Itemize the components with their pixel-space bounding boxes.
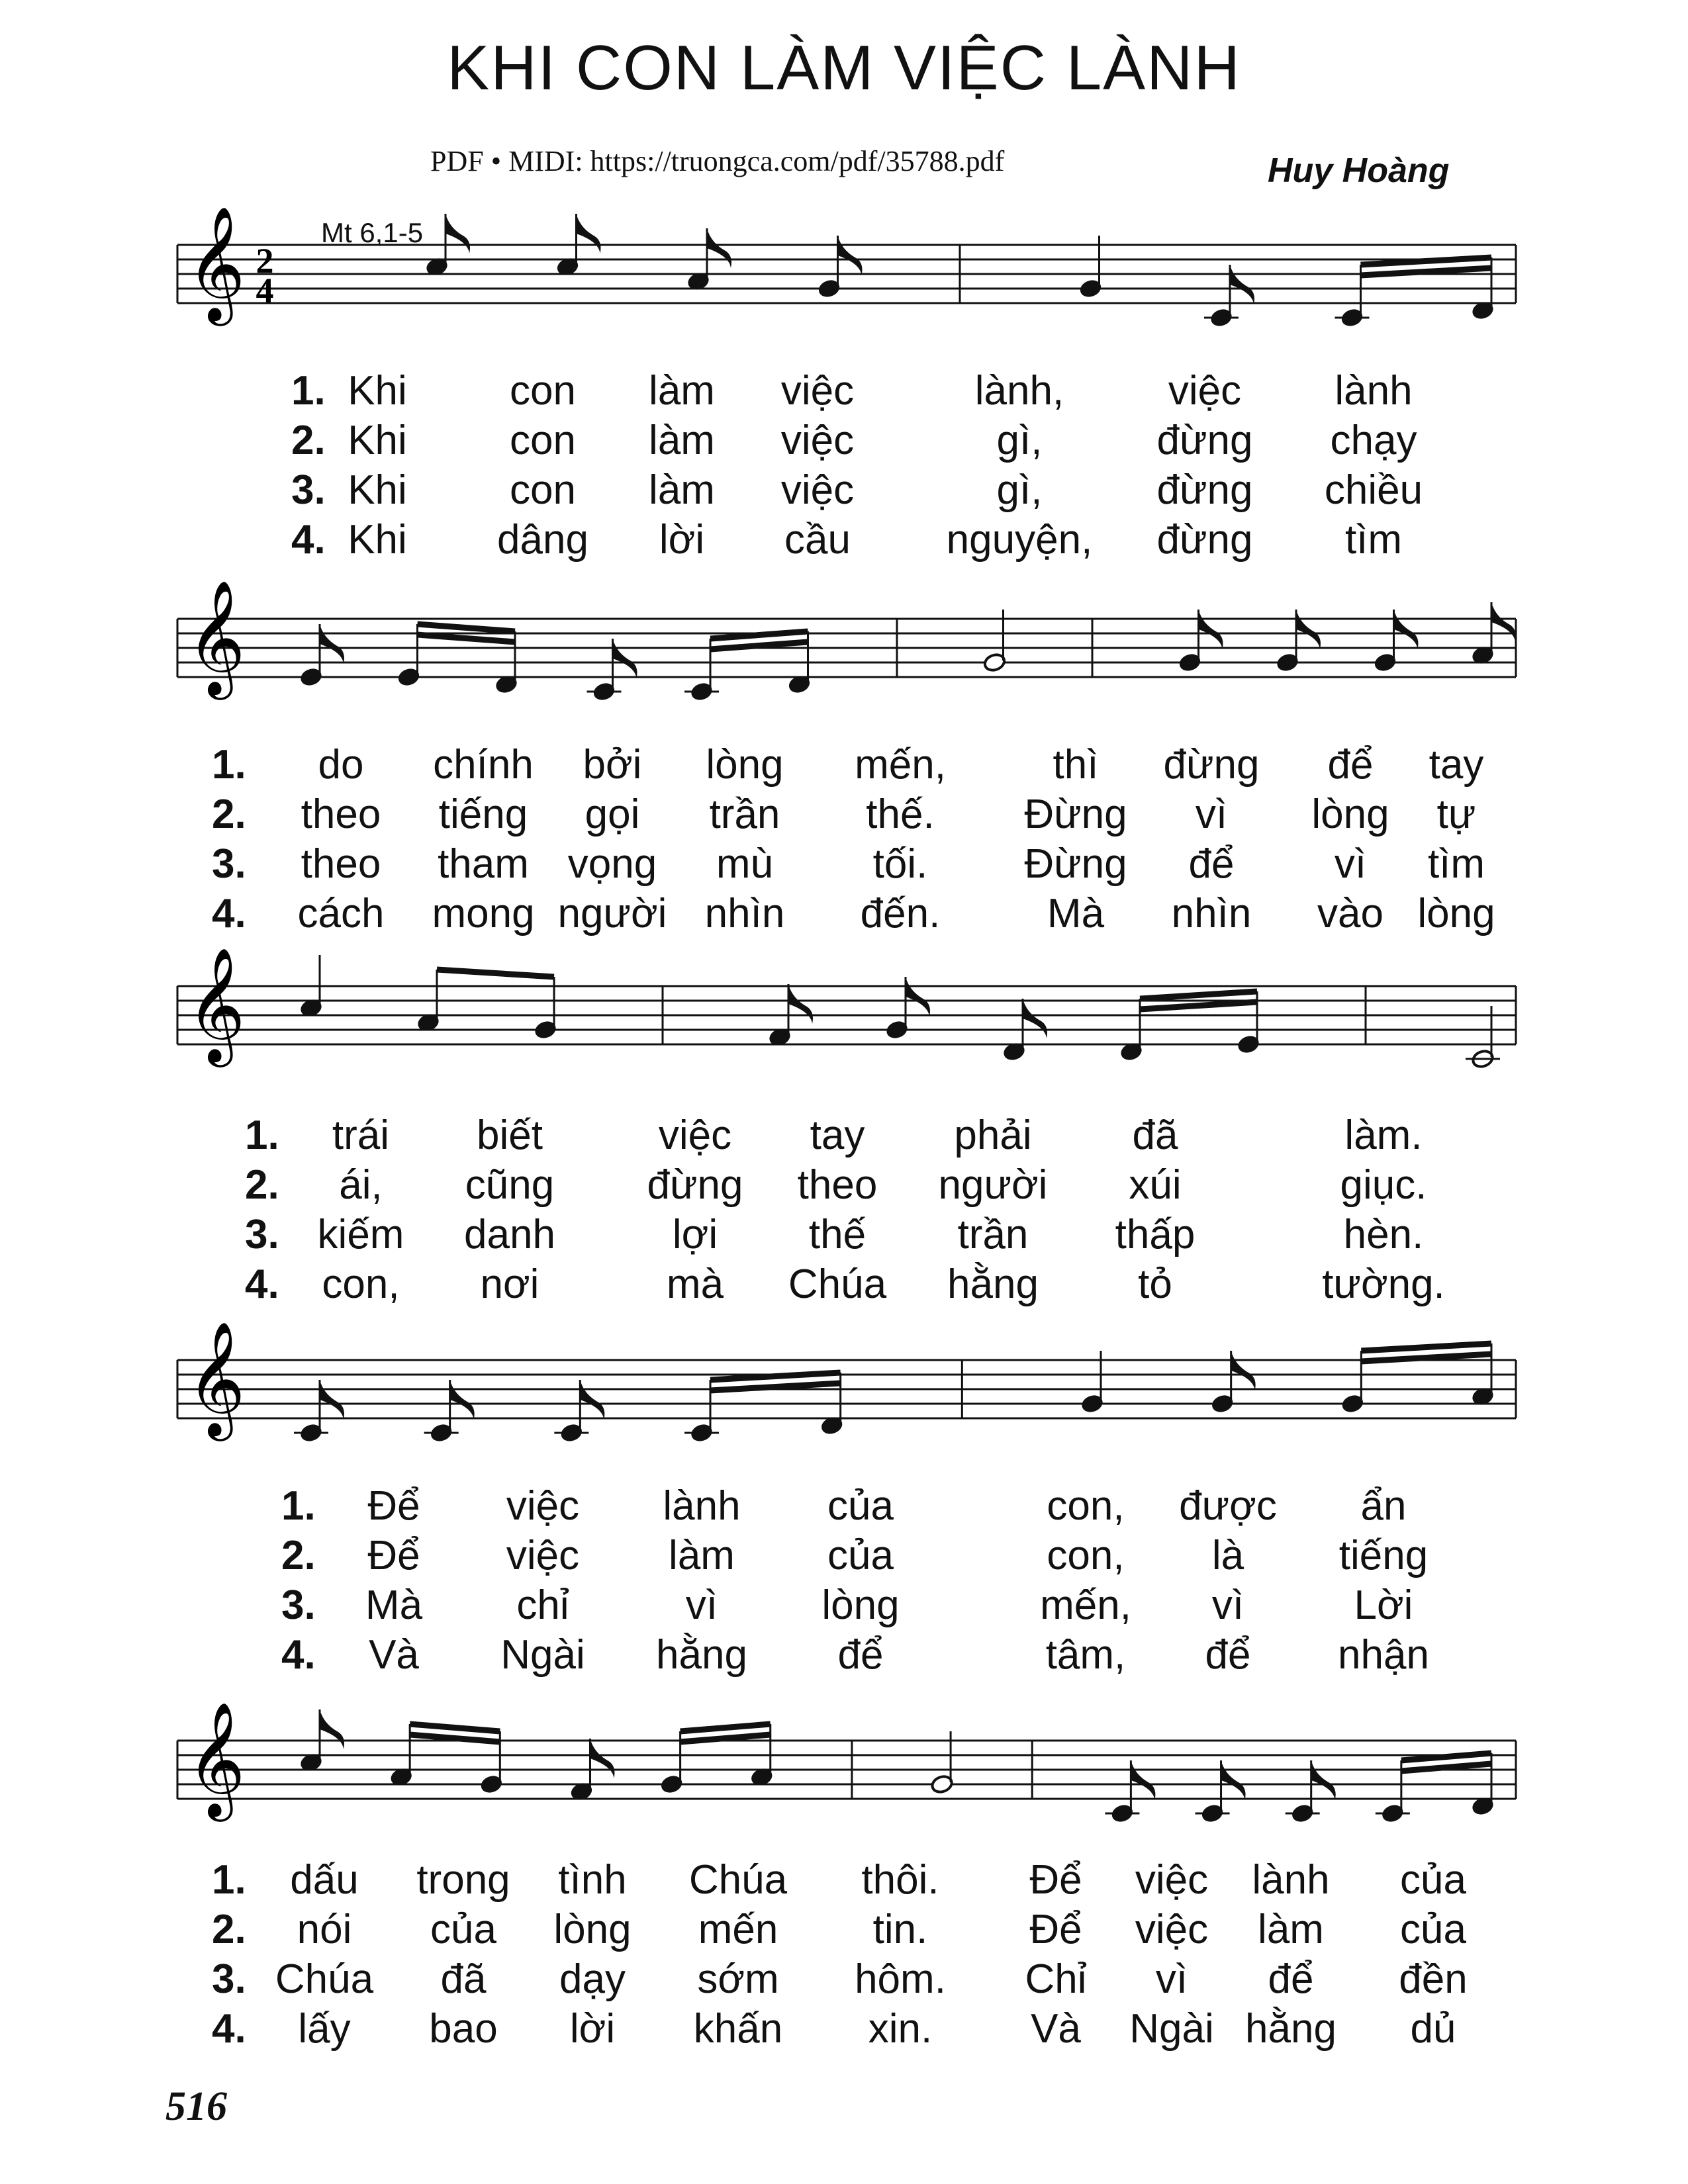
lyric-syllable: con	[510, 418, 576, 463]
note-flag	[707, 228, 731, 268]
verse-number: 3.	[212, 1956, 246, 2002]
lyric-syllable: hôm.	[855, 1956, 946, 2002]
lyric-syllable: đừng	[1156, 517, 1253, 563]
lyric-syllable: Lời	[1354, 1582, 1413, 1628]
lyric-syllable: để	[837, 1632, 884, 1678]
lyric-syllable: mù	[716, 841, 774, 887]
note-flag	[580, 1380, 604, 1420]
staff-system-4	[0, 1320, 1688, 1492]
scripture-reference: Mt 6,1-5	[321, 217, 424, 248]
lyric-syllable: Để	[367, 1533, 420, 1578]
lyric-syllable: lành	[663, 1483, 741, 1529]
lyric-syllable: giục.	[1340, 1162, 1427, 1208]
note-beam	[418, 635, 516, 642]
lyric-syllable: để	[1268, 1956, 1314, 2002]
lyric-syllable: vọng	[567, 841, 657, 887]
lyric-syllable: làm	[649, 418, 715, 463]
lyric-syllable: làm	[1258, 1907, 1324, 1952]
lyric-syllable: do	[318, 742, 364, 788]
treble-clef-icon: 𝄞	[187, 1702, 246, 1817]
lyric-syllable: Chúa	[688, 1857, 788, 1903]
lyric-syllable: Khi	[348, 418, 407, 463]
lyric-syllable: lời	[569, 2006, 616, 2052]
lyric-syllable: mến	[698, 1907, 778, 1952]
lyric-syllable: lòng	[1311, 792, 1389, 837]
note-flag	[320, 1380, 344, 1420]
lyric-syllable: vì	[1211, 1582, 1244, 1628]
lyric-syllable: con	[510, 467, 576, 513]
lyric-syllable: việc	[1135, 1907, 1209, 1952]
lyric-syllable: việc	[780, 368, 855, 414]
lyric-syllable: đừng	[1163, 742, 1260, 788]
lyric-syllable: Đừng	[1024, 841, 1127, 887]
note-flag	[445, 214, 470, 253]
note-flag	[1231, 1351, 1256, 1390]
lyric-syllable: Và	[1031, 2006, 1081, 2052]
staff-system-2	[0, 579, 1688, 751]
note-flag	[838, 236, 863, 275]
lyric-syllable: làm.	[1344, 1113, 1423, 1158]
note-flag	[320, 1709, 344, 1749]
lyric-syllable: làm	[649, 368, 715, 414]
note-flag	[450, 1380, 475, 1420]
note-flag	[590, 1739, 614, 1778]
lyric-syllable: lòng	[553, 1907, 632, 1952]
lyric-syllable: cũng	[465, 1162, 555, 1208]
staff-system-1	[0, 205, 1688, 377]
lyric-syllable: cách	[297, 891, 385, 936]
note-beam	[1140, 991, 1257, 999]
lyric-syllable: nơi	[480, 1261, 539, 1307]
lyric-syllable: của	[1400, 1857, 1466, 1903]
lyric-syllable: chiều	[1324, 467, 1423, 513]
lyric-syllable: vì	[1334, 841, 1367, 887]
verse-number: 3.	[245, 1212, 279, 1257]
lyric-syllable: tham	[438, 841, 529, 887]
lyric-syllable: thế	[808, 1212, 867, 1257]
lyric-syllable: đã	[1132, 1113, 1178, 1158]
lyric-syllable: để	[1205, 1632, 1251, 1678]
lyric-syllable: tối.	[872, 841, 928, 887]
verse-number: 1.	[281, 1483, 316, 1529]
note-flag	[613, 639, 637, 678]
lyric-syllable: trần	[957, 1212, 1029, 1257]
lyric-syllable: dâng	[497, 517, 588, 563]
lyric-syllable: bao	[429, 2006, 498, 2052]
verse-number: 4.	[212, 891, 246, 936]
note-beam	[1361, 1343, 1491, 1351]
lyric-syllable: theo	[301, 792, 381, 837]
lyric-syllable: hằng	[656, 1632, 747, 1678]
lyric-syllable: thôi.	[861, 1857, 939, 1903]
lyric-syllable: mà	[666, 1261, 724, 1307]
lyric-syllable: hằng	[1245, 2006, 1336, 2052]
lyric-syllable: nói	[297, 1907, 352, 1952]
note-flag	[906, 977, 930, 1017]
lyric-syllable: đền	[1399, 1956, 1468, 2002]
lyric-syllable: cầu	[784, 517, 851, 563]
note-flag	[1230, 265, 1254, 304]
lyric-syllable: việc	[506, 1483, 580, 1529]
lyric-syllable: Khi	[348, 517, 407, 563]
lyric-syllable: lành,	[974, 368, 1064, 414]
lyric-syllable: vào	[1317, 891, 1383, 936]
lyric-syllable: tâm,	[1045, 1632, 1126, 1678]
lyric-syllable: việc	[658, 1113, 732, 1158]
lyric-syllable: gọi	[585, 792, 640, 837]
lyric-syllable: lòng	[821, 1582, 900, 1628]
treble-clef-icon: 𝄞	[187, 947, 246, 1063]
lyric-syllable: tự	[1436, 792, 1476, 837]
lyric-syllable: Khi	[348, 467, 407, 513]
verse-number: 4.	[281, 1632, 316, 1678]
note-beam	[437, 970, 554, 977]
note-flag	[788, 984, 813, 1024]
lyric-syllable: ái,	[339, 1162, 383, 1208]
lyric-syllable: Để	[1029, 1857, 1082, 1903]
lyric-syllable: Để	[367, 1483, 420, 1529]
note-flag	[1023, 999, 1047, 1038]
lyric-syllable: việc	[1168, 368, 1242, 414]
note-beam	[680, 1724, 771, 1731]
lyric-syllable: của	[1400, 1907, 1466, 1952]
lyric-syllable: xúi	[1129, 1162, 1182, 1208]
lyric-syllable: lời	[659, 517, 705, 563]
verse-number: 1.	[245, 1113, 279, 1158]
lyric-syllable: việc	[780, 418, 855, 463]
lyric-syllable: lòng	[1417, 891, 1495, 936]
lyric-syllable: tay	[1429, 742, 1484, 788]
verse-number: 2.	[212, 1907, 246, 1952]
lyric-syllable: nhìn	[1171, 891, 1252, 936]
lyric-syllable: nguyện,	[946, 517, 1093, 563]
lyric-syllable: đừng	[1156, 418, 1253, 463]
note-flag	[1394, 610, 1419, 649]
lyric-syllable: Chúa	[275, 1956, 374, 2002]
lyric-syllable: mến,	[1040, 1582, 1131, 1628]
lyric-syllable: mến,	[855, 742, 946, 788]
lyric-syllable: tìm	[1427, 841, 1485, 887]
lyric-syllable: Và	[369, 1632, 419, 1678]
lyric-syllable: tình	[558, 1857, 627, 1903]
lyric-syllable: thì	[1053, 742, 1099, 788]
lyric-syllable: ẩn	[1360, 1483, 1407, 1529]
note-flag	[1296, 610, 1321, 649]
verse-number: 4.	[212, 2006, 246, 2052]
lyric-syllable: tiếng	[1338, 1533, 1429, 1578]
lyric-syllable: Mà	[1047, 891, 1105, 936]
lyric-syllable: chính	[433, 742, 534, 788]
lyric-syllable: hằng	[947, 1261, 1039, 1307]
lyric-syllable: được	[1179, 1483, 1277, 1529]
lyric-syllable: lấy	[298, 2006, 351, 2052]
lyric-syllable: con,	[1047, 1533, 1125, 1578]
lyric-syllable: bởi	[583, 742, 642, 788]
lyric-syllable: làm	[669, 1533, 735, 1578]
lyric-syllable: lành	[1252, 1857, 1330, 1903]
lyric-syllable: tin.	[872, 1907, 928, 1952]
lyric-syllable: mong	[432, 891, 535, 936]
note-flag	[320, 624, 344, 664]
treble-clef-icon: 𝄞	[187, 206, 246, 322]
lyric-syllable: danh	[464, 1212, 555, 1257]
lyric-syllable: là	[1211, 1533, 1244, 1578]
note-beam	[418, 624, 516, 631]
lyric-syllable: gì,	[996, 467, 1043, 513]
note-flag	[1221, 1760, 1246, 1800]
staff-system-5	[0, 1701, 1688, 1873]
lyric-syllable: hèn.	[1343, 1212, 1424, 1257]
lyric-syllable: tìm	[1344, 517, 1403, 563]
verse-number: 4.	[245, 1261, 279, 1307]
lyric-syllable: kiếm	[317, 1212, 404, 1257]
lyric-syllable: nhìn	[704, 891, 785, 936]
lyric-syllable: vì	[1195, 792, 1228, 837]
lyric-syllable: xin.	[868, 2006, 933, 2052]
lyric-syllable: đã	[440, 1956, 487, 2002]
lyric-syllable: con	[510, 368, 576, 414]
lyric-syllable: tiếng	[438, 792, 528, 837]
verse-number: 4.	[291, 517, 326, 563]
lyric-syllable: làm	[649, 467, 715, 513]
lyric-syllable: lòng	[706, 742, 784, 788]
lyric-syllable: nhận	[1338, 1632, 1429, 1678]
lyric-syllable: sớm	[697, 1956, 779, 2002]
lyric-syllable: trong	[416, 1857, 510, 1903]
lyric-syllable: con,	[1047, 1483, 1125, 1529]
lyric-syllable: biết	[477, 1113, 543, 1158]
lyric-syllable: Đừng	[1024, 792, 1127, 837]
verse-number: 3.	[281, 1582, 316, 1628]
note-flag	[1131, 1760, 1155, 1800]
lyric-syllable: dạy	[559, 1956, 626, 2002]
lyric-syllable: trần	[709, 792, 780, 837]
lyric-syllable: tỏ	[1138, 1261, 1172, 1307]
page-number: 516	[165, 2084, 227, 2129]
lyric-syllable: lành	[1335, 368, 1413, 414]
lyric-syllable: đừng	[1156, 467, 1253, 513]
lyric-syllable: tay	[810, 1113, 865, 1158]
lyric-syllable: lợi	[672, 1212, 718, 1257]
treble-clef-icon: 𝄞	[187, 1321, 246, 1437]
lyric-syllable: trái	[332, 1113, 390, 1158]
lyric-syllable: vì	[1155, 1956, 1188, 2002]
lyric-syllable: Ngài	[1129, 2006, 1214, 2052]
lyric-syllable: khấn	[693, 2006, 783, 2052]
verse-number: 3.	[212, 841, 246, 887]
lyric-syllable: việc	[780, 467, 855, 513]
lyric-syllable: đến.	[860, 891, 941, 936]
note-flag	[1199, 610, 1223, 649]
lyric-syllable: Khi	[348, 368, 407, 414]
lyric-syllable: việc	[1135, 1857, 1209, 1903]
lyric-syllable: dấu	[290, 1857, 359, 1903]
lyric-syllable: thế.	[866, 792, 935, 837]
verse-number: 2.	[281, 1533, 316, 1578]
treble-clef-icon: 𝄞	[187, 580, 246, 696]
source-link-text: PDF • MIDI: https://truongca.com/pdf/35788.pdf	[430, 145, 1005, 177]
note-flag	[1491, 602, 1516, 642]
staff-system-3	[0, 946, 1688, 1118]
lyric-syllable: phải	[954, 1113, 1032, 1158]
composer-name: Huy Hoàng	[1268, 152, 1450, 190]
lyric-syllable: để	[1188, 841, 1235, 887]
verse-number: 1.	[212, 1857, 246, 1903]
note-beam	[1140, 1002, 1257, 1009]
lyric-syllable: chạy	[1330, 418, 1417, 463]
verse-number: 1.	[212, 742, 246, 788]
lyric-syllable: tường.	[1322, 1261, 1445, 1307]
lyric-syllable: của	[827, 1533, 894, 1578]
lyric-syllable: Chỉ	[1025, 1956, 1087, 2002]
verse-number: 2.	[245, 1162, 279, 1208]
lyric-syllable: gì,	[996, 418, 1043, 463]
verse-number: 2.	[291, 418, 326, 463]
lyric-syllable: theo	[301, 841, 381, 887]
lyric-syllable: Để	[1029, 1907, 1082, 1952]
song-title: KHI CON LÀM VIỆC LÀNH	[447, 32, 1241, 103]
lyric-syllable: Mà	[365, 1582, 423, 1628]
lyric-syllable: chỉ	[516, 1582, 569, 1628]
lyric-syllable: con,	[322, 1261, 400, 1307]
note-flag	[577, 214, 601, 253]
lyric-syllable: Ngài	[500, 1632, 585, 1678]
lyric-syllable: để	[1327, 742, 1374, 788]
lyric-syllable: đừng	[647, 1162, 743, 1208]
lyric-syllable: người	[938, 1162, 1048, 1208]
lyric-syllable: việc	[506, 1533, 580, 1578]
lyric-syllable: thấp	[1115, 1212, 1196, 1257]
note-beam	[410, 1724, 500, 1731]
time-signature-bottom: 4	[256, 270, 274, 310]
lyric-syllable: Chúa	[788, 1261, 887, 1307]
lyric-syllable: theo	[797, 1162, 878, 1208]
verse-number: 3.	[291, 467, 326, 513]
lyric-syllable: dủ	[1410, 2006, 1456, 2052]
lyric-syllable: vì	[685, 1582, 718, 1628]
time-signature-top: 2	[256, 240, 274, 281]
lyric-syllable: của	[827, 1483, 894, 1529]
note-flag	[1311, 1760, 1336, 1800]
lyric-syllable: của	[430, 1907, 496, 1952]
verse-number: 2.	[212, 792, 246, 837]
lyric-syllable: người	[557, 891, 667, 936]
verse-number: 1.	[291, 368, 326, 414]
